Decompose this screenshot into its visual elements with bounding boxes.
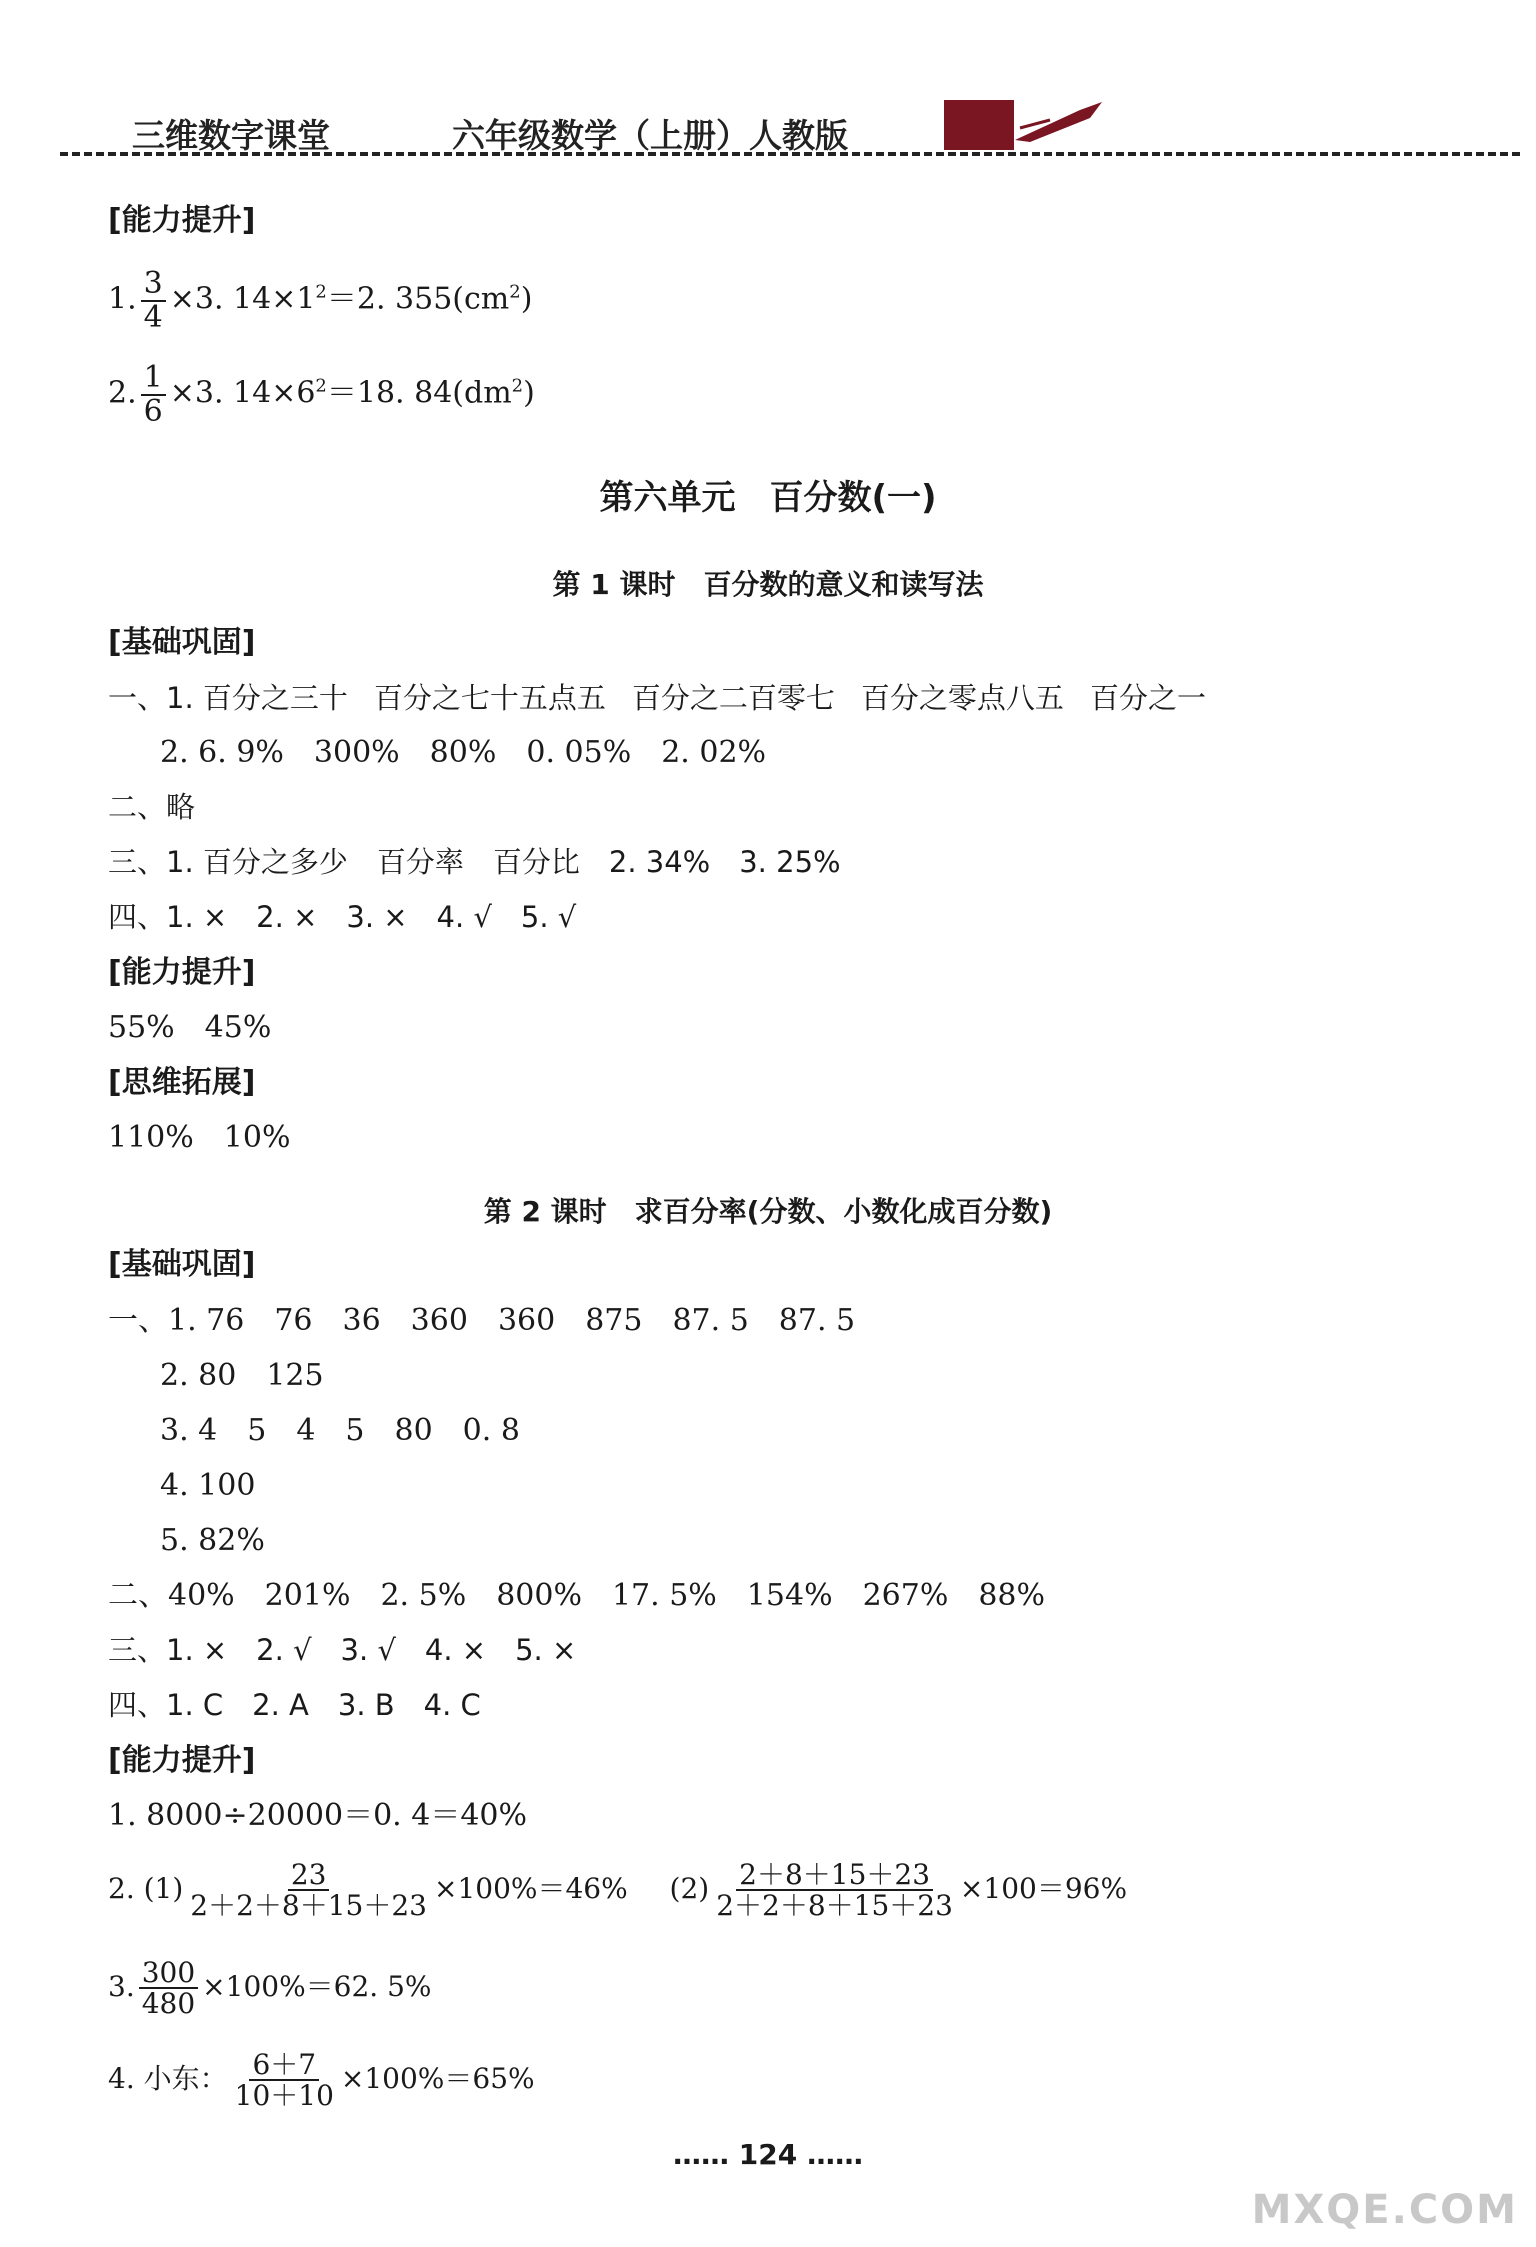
lesson2-line-5: 5. 82% [160, 1523, 265, 1558]
lesson1-line-5: 四、1. × 2. × 3. × 4. √ 5. √ [108, 900, 577, 934]
lesson2-ability-4: 4. 小东： $\frac{6+7}{10+10}$ ×100%＝65% [108, 2048, 535, 2113]
unit-title: 第六单元 百分数(一) [599, 478, 937, 518]
brand-title: 三维数字课堂 [132, 116, 330, 155]
lesson1-line-4: 三、1. 百分之多少 百分率 百分比 2. 34% 3. 25% [108, 845, 841, 879]
lesson1-line-2: 2. 6. 9% 300% 80% 0. 05% 2. 02% [160, 735, 767, 770]
lesson2-line-6: 二、40% 201% 2. 5% 800% 17. 5% 154% 267% 88% [108, 1578, 1046, 1613]
lesson1-basic-section: [基础巩固] [108, 625, 256, 660]
lesson2-line-2: 2. 80 125 [160, 1358, 324, 1393]
header-divider [60, 152, 1520, 156]
lesson1-line-1: 一、1. 百分之三十 百分之七十五点五 百分之二百零七 百分之零点八五 百分之一 [108, 681, 1206, 715]
page-number: …… 124 …… [673, 2138, 863, 2171]
lesson1-ability-section: [能力提升] [108, 955, 256, 990]
answer-line-2: 2. $\frac{1}{6}$ ×3. $14\times 6^2=18$. $84(dm^2)$ [108, 360, 535, 429]
answer-line-1: 1. $\frac{3}{4}$ ×3. $14\times 1^2=2$. $355(cm^2)$ [108, 266, 533, 335]
page-header [0, 100, 1536, 160]
lesson2-ability-3: 3. $\frac{300}{480}$ ×100%＝62. 5% [108, 1956, 432, 2021]
header-logo [944, 100, 1014, 150]
lesson2-line-4: 4. 100 [160, 1468, 256, 1503]
rocket-icon [1010, 98, 1110, 148]
lesson1-thinking-answer: 110% 10% [108, 1120, 291, 1155]
lesson1-ability-answer: 55% 45% [108, 1010, 272, 1045]
lesson1-line-3: 二、略 [108, 790, 196, 824]
lesson2-ability-2: 2. (1) $\frac{23}{2+2+8+15+23}$ ×100%＝46% (2) $\frac{2+8+15+23}{2+2+8+15+23}$ ×100＝96% [108, 1858, 1128, 1923]
lesson2-basic-section: [基础巩固] [108, 1247, 256, 1282]
book-title: 六年级数学（上册）人教版 [452, 116, 848, 155]
lesson1-thinking-section: [思维拓展] [108, 1065, 256, 1100]
lesson1-title: 第 1 课时 百分数的意义和读写法 [552, 568, 984, 601]
lesson2-ability-1: 1. 8000÷20000＝0. 4＝40% [108, 1798, 528, 1833]
lesson2-line-1: 一、1. 76 76 36 360 360 875 87. 5 87. 5 [108, 1303, 856, 1338]
section-ability-top: [能力提升] [108, 203, 256, 238]
lesson2-line-7: 三、1. × 2. √ 3. √ 4. × 5. × [108, 1633, 577, 1667]
lesson2-title: 第 2 课时 求百分率(分数、小数化成百分数) [483, 1195, 1053, 1228]
lesson2-line-8: 四、1. C 2. A 3. B 4. C [108, 1688, 481, 1722]
lesson2-line-3: 3. 4 5 4 5 80 0. 8 [160, 1413, 520, 1448]
watermark: MXQE.COM [1251, 2187, 1518, 2233]
lesson2-ability-section: [能力提升] [108, 1743, 256, 1778]
